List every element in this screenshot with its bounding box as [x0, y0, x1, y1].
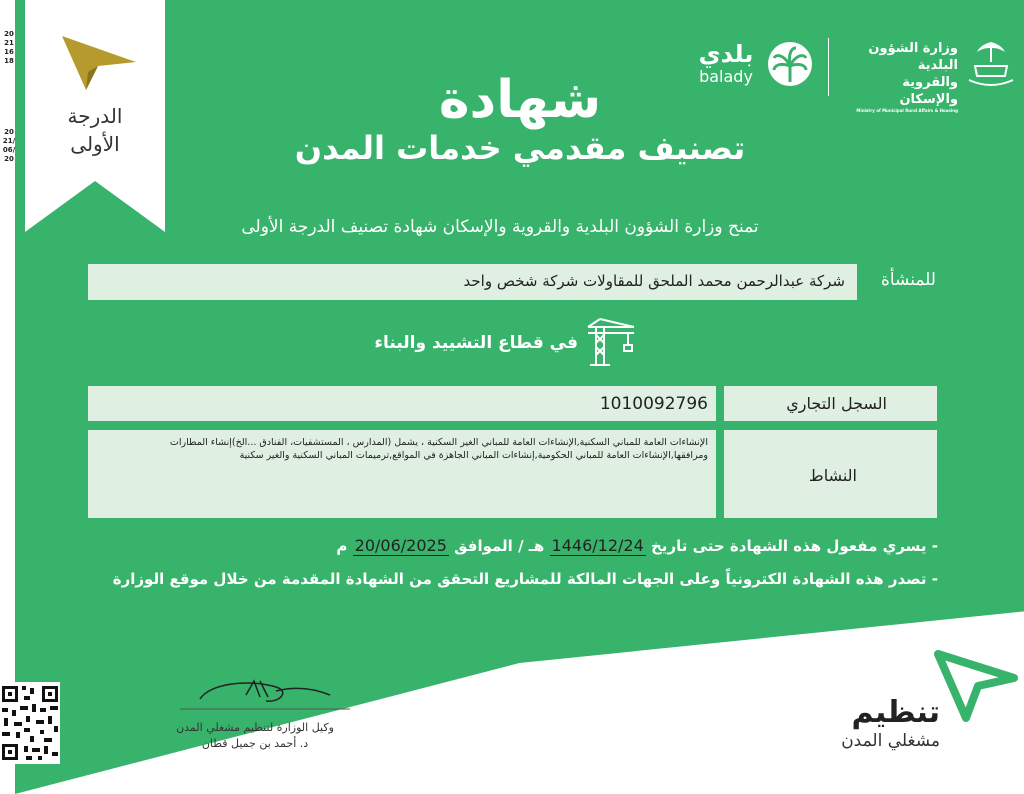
tanzeem-logo: [790, 696, 940, 752]
ministry-line-1: وزارة الشؤون البلدية: [868, 41, 958, 73]
establishment-label: للمنشأة: [880, 270, 936, 290]
grade-line-2: الأولى: [70, 132, 120, 156]
qr-code: [0, 682, 60, 764]
expiry-date-vertical: 2021/06/20: [2, 128, 16, 163]
ministry-english: Ministry of Municipal Rural Affairs & Housing: [856, 108, 958, 113]
page-subtitle: تصنيف مقدمي خدمات المدن: [294, 129, 746, 167]
balady-english: balady: [699, 67, 753, 86]
ministry-emblem-icon: [963, 36, 1019, 88]
balady-palm-icon: [766, 40, 814, 88]
validity-prefix: - يسري مفعول هذه الشهادة حتى تاريخ: [651, 537, 938, 555]
tanzeem-subtitle: مشغلي المدن: [841, 731, 940, 751]
hijri-suffix: هـ: [528, 537, 545, 555]
validity-gregorian-date: 20/06/2025: [354, 536, 447, 555]
commercial-register-box: [88, 386, 716, 421]
commercial-register-label: السجل التجاري: [786, 394, 887, 413]
balady-arabic: بلدي: [698, 40, 754, 68]
verification-note: - تصدر هذه الشهادة الكترونياً وعلى الجهات المالكة للمشاريع التحقق من الشهادة المقدمة من خلال موقع الوزارة: [112, 570, 938, 588]
activity-label-box: [724, 430, 937, 518]
commercial-register-value: 1010092796: [599, 394, 708, 414]
activity-label: النشاط: [808, 466, 857, 485]
gregorian-suffix: م: [336, 537, 348, 555]
establishment-box: [88, 264, 857, 300]
activity-text: الإنشاءات العامة للمباني السكنية,الإنشاءات العامة للمباني الغير السكنية ، يشمل (المدارس ، المستشفيات، الفنادق ...الخ)إنشاء المطارات ومرافقها,الإنشاءات العامة للمباني الحكومية,إنشاءات المباني الجاهزة في المواقع,ترميمات المباني السكنية والغير سكنية: [169, 437, 708, 461]
gregorian-prefix: الموافق: [454, 537, 513, 555]
tanzeem-title: تنظيم: [851, 695, 940, 730]
date-separator: /: [518, 537, 524, 555]
validity-line: [300, 536, 938, 556]
page-title: شهادة: [438, 70, 602, 130]
signatory-title: وكيل الوزارة لتنظيم مشغلي المدن: [176, 721, 334, 734]
grade-line-1: الدرجة: [67, 104, 123, 128]
grade-label: [25, 102, 165, 158]
ministry-line-2: والقروية والإسكان: [899, 75, 958, 107]
issue-date-vertical: 20211618: [4, 30, 14, 65]
commercial-register-label-box: [724, 386, 937, 421]
activity-box: [88, 430, 716, 518]
validity-hijri-date: 1446/12/24: [551, 536, 644, 555]
signature-block: [160, 720, 350, 752]
signature-icon: [180, 675, 350, 715]
establishment-name: شركة عبدالرحمن محمد الملحق للمقاولات شركة شخص واحد: [463, 272, 845, 290]
crane-icon: [584, 317, 638, 369]
grade-arrow-icon: [58, 32, 140, 94]
tanzeem-arrow-icon: [932, 648, 1018, 724]
sector-text: في قطاع التشييد والبناء: [374, 333, 578, 353]
signatory-name: د. أحمد بن جميل قطان: [201, 737, 309, 750]
intro-text: تمنح وزارة الشؤون البلدية والقروية والإسكان شهادة تصنيف الدرجة الأولى: [241, 217, 759, 237]
ministry-name: [840, 40, 958, 114]
logo-divider: [828, 38, 829, 96]
